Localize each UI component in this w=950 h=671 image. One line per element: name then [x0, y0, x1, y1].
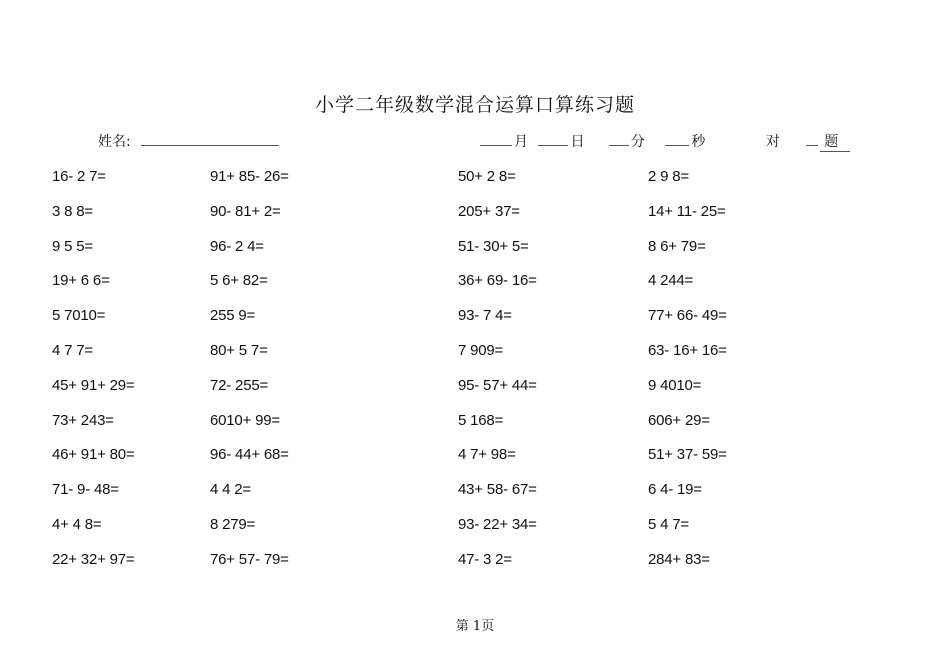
second-blank[interactable] — [665, 133, 689, 146]
problem-item: 6010+ 99= — [210, 411, 280, 429]
day-label: 日 — [570, 134, 585, 150]
problem-item: 76+ 57- 79= — [210, 550, 289, 568]
problem-row — [0, 377, 950, 412]
problem-item: 51+ 37- 59= — [648, 446, 727, 464]
problem-item: 71- 9- 48= — [52, 481, 119, 499]
problem-item: 284+ 83= — [648, 550, 710, 568]
minute-label: 分 — [630, 134, 645, 150]
problem-item: 93- 7 4= — [458, 307, 512, 325]
problem-item: 6 4- 19= — [648, 481, 702, 499]
problem-row — [0, 551, 950, 586]
problem-row — [0, 168, 950, 203]
problem-item: 4 7 7= — [52, 341, 93, 359]
score-blank[interactable] — [806, 133, 818, 146]
problem-item: 51- 30+ 5= — [458, 237, 529, 255]
problem-item: 93- 22+ 34= — [458, 515, 537, 533]
problem-item: 36+ 69- 16= — [458, 272, 537, 290]
problem-item: 96- 44+ 68= — [210, 446, 289, 464]
problem-row — [0, 272, 950, 307]
month-blank[interactable] — [480, 133, 512, 146]
problem-row — [0, 307, 950, 342]
problem-item: 8 6+ 79= — [648, 237, 706, 255]
problem-item: 4 7+ 98= — [458, 446, 516, 464]
problem-item: 43+ 58- 67= — [458, 481, 537, 499]
problem-item: 95- 57+ 44= — [458, 376, 537, 394]
problem-item: 3 8 8= — [52, 202, 93, 220]
problem-item: 72- 255= — [210, 376, 269, 394]
name-label: 姓名: — [98, 134, 131, 150]
correct-label: 对 — [765, 134, 780, 150]
problem-item: 22+ 32+ 97= — [52, 550, 135, 568]
problem-row — [0, 446, 950, 481]
name-blank[interactable] — [141, 133, 279, 146]
minute-blank[interactable] — [609, 133, 629, 146]
problem-item: 2 9 8= — [648, 168, 689, 185]
month-label: 月 — [514, 134, 528, 150]
problem-item: 4+ 4 8= — [52, 515, 102, 533]
problem-item: 19+ 6 6= — [52, 272, 110, 290]
problem-item: 5 4 7= — [648, 515, 689, 533]
problem-item: 16- 2 7= — [52, 168, 106, 185]
problem-item: 80+ 5 7= — [210, 341, 268, 359]
problem-item: 91+ 85- 26= — [210, 168, 289, 185]
problem-item: 5 7010= — [52, 307, 106, 325]
problem-item: 255 9= — [210, 307, 256, 325]
problem-item: 45+ 91+ 29= — [52, 376, 135, 394]
page-number: 第 1页 — [455, 619, 495, 634]
problem-item: 96- 2 4= — [210, 237, 264, 255]
problem-grid — [0, 168, 950, 586]
problem-row — [0, 238, 950, 273]
problem-row — [0, 516, 950, 551]
problem-item: 14+ 11- 25= — [648, 202, 726, 220]
problem-row — [0, 481, 950, 516]
problem-item: 46+ 91+ 80= — [52, 446, 135, 464]
problem-item: 90- 81+ 2= — [210, 202, 281, 220]
problem-row — [0, 412, 950, 447]
problem-item: 7 909= — [458, 341, 504, 359]
problem-item: 5 6+ 82= — [210, 272, 268, 290]
problem-item: 47- 3 2= — [458, 550, 512, 568]
problem-item: 73+ 243= — [52, 411, 114, 429]
problem-item: 5 168= — [458, 411, 504, 429]
problem-item: 9 4010= — [648, 376, 702, 394]
name-field — [98, 131, 279, 151]
problem-item: 9 5 5= — [52, 237, 93, 255]
problem-item: 8 279= — [210, 515, 256, 533]
problem-item: 63- 16+ 16= — [648, 341, 727, 359]
questions-label: 题 — [820, 131, 850, 152]
problem-item: 50+ 2 8= — [458, 168, 516, 185]
problem-item: 4 4 2= — [210, 481, 251, 499]
time-score-fields — [480, 131, 852, 151]
problem-item: 205+ 37= — [458, 202, 520, 220]
problem-item: 77+ 66- 49= — [648, 307, 727, 325]
day-blank[interactable] — [538, 133, 568, 146]
problem-item: 606+ 29= — [648, 411, 710, 429]
problem-row — [0, 203, 950, 238]
problem-item: 4 244= — [648, 272, 694, 290]
second-label: 秒 — [691, 134, 706, 150]
page-title: 小学二年级数学混合运算口算练习题 — [314, 94, 635, 116]
problem-row — [0, 342, 950, 377]
